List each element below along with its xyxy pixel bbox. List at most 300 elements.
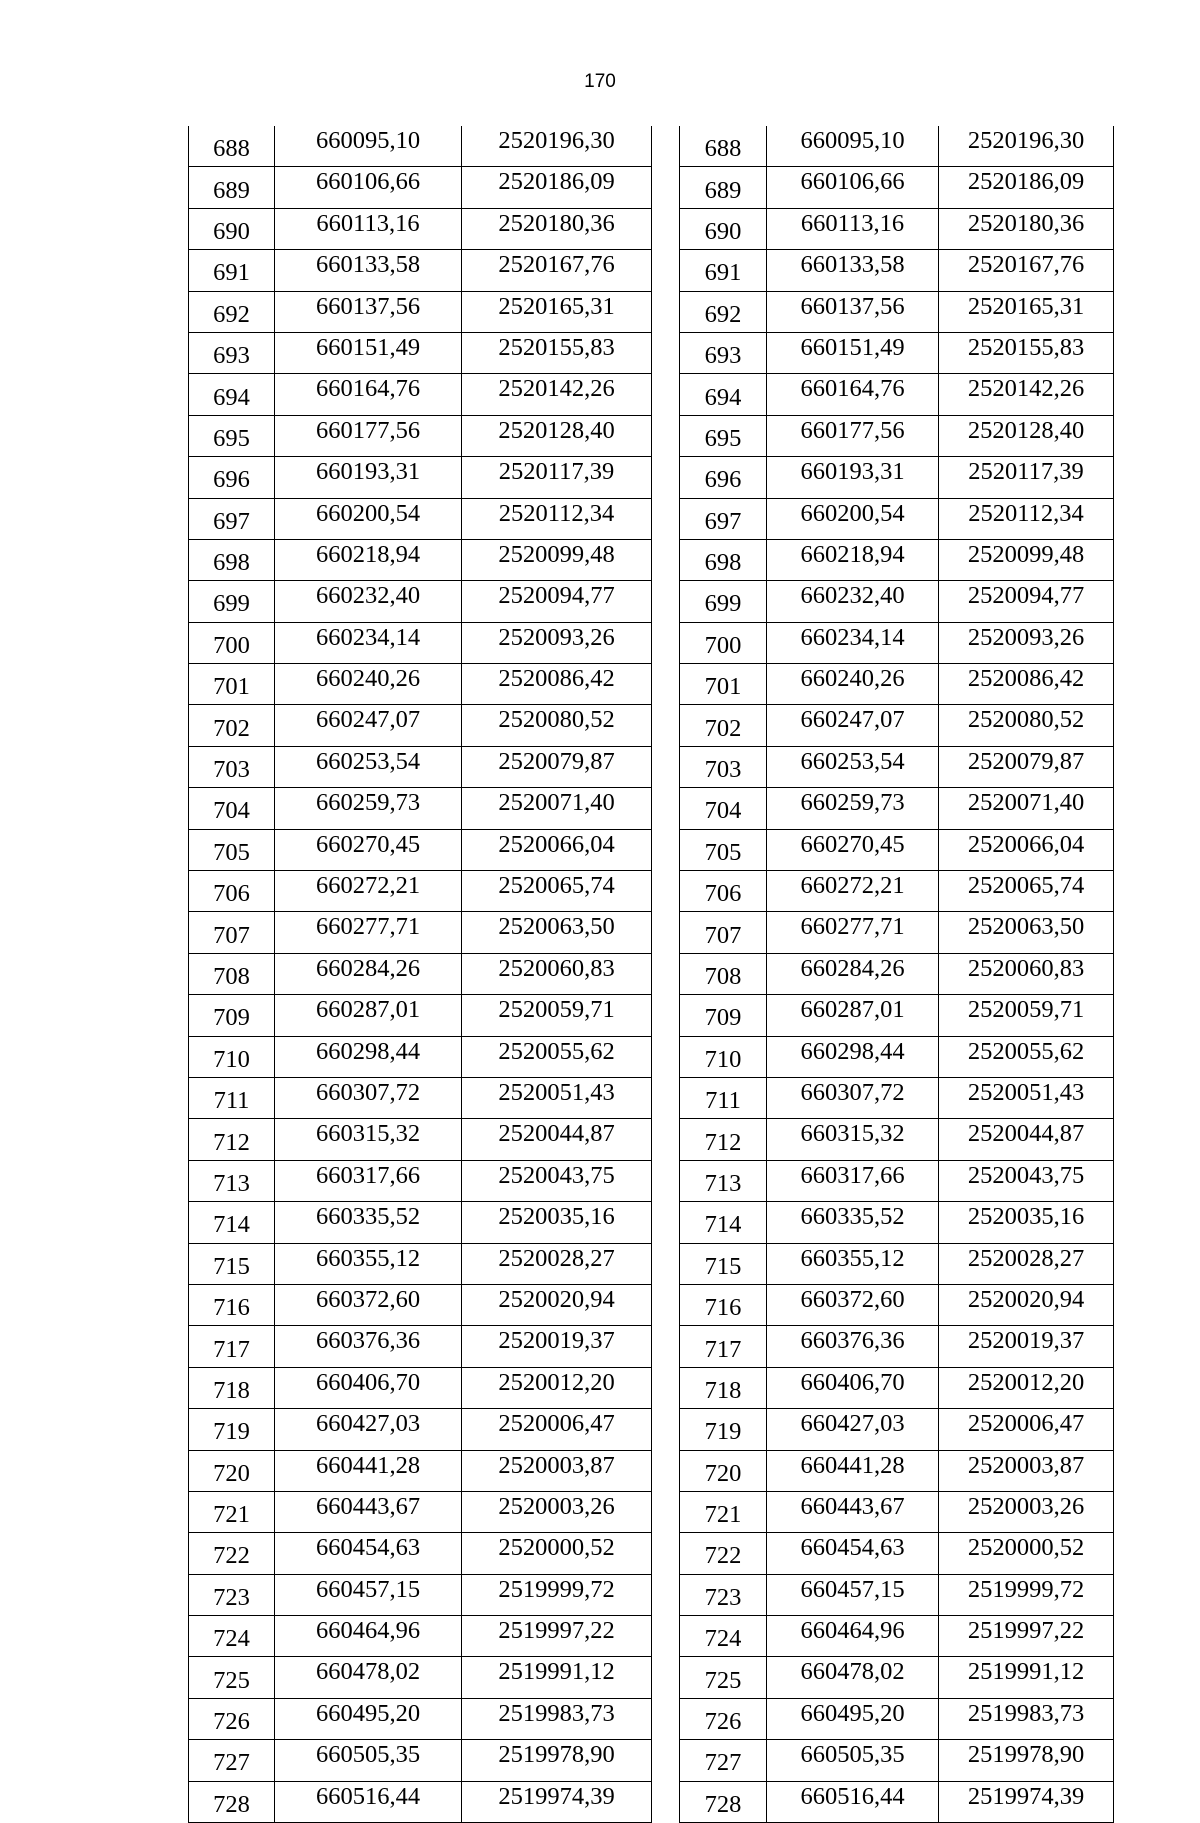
point-number-cell: 713 <box>189 1160 275 1201</box>
point-number-cell: 702 <box>680 705 767 746</box>
point-number-cell: 715 <box>680 1243 767 1284</box>
y-coordinate-cell: 2519978,90 <box>462 1740 652 1781</box>
point-number-cell: 716 <box>680 1284 767 1325</box>
table-row <box>680 250 1114 291</box>
point-number-cell: 690 <box>680 208 767 249</box>
point-number-cell: 704 <box>189 788 275 829</box>
table-row <box>189 167 652 208</box>
point-number-cell: 712 <box>680 1119 767 1160</box>
y-coordinate-cell: 2520060,83 <box>462 953 652 994</box>
x-coordinate-cell: 660443,67 <box>275 1491 462 1532</box>
table-row <box>680 1616 1114 1657</box>
point-number-cell: 697 <box>189 498 275 539</box>
y-coordinate-cell: 2520019,37 <box>939 1326 1114 1367</box>
point-number-cell: 726 <box>189 1698 275 1739</box>
point-number-cell: 690 <box>189 208 275 249</box>
table-row <box>189 622 652 663</box>
table-row <box>680 1409 1114 1450</box>
y-coordinate-cell: 2520059,71 <box>462 995 652 1036</box>
point-number-cell: 703 <box>189 746 275 787</box>
table-row <box>189 1616 652 1657</box>
point-number-cell: 696 <box>680 457 767 498</box>
table-row <box>680 581 1114 622</box>
y-coordinate-cell: 2520059,71 <box>939 995 1114 1036</box>
point-number-cell: 717 <box>680 1326 767 1367</box>
table-row <box>189 664 652 705</box>
table-row <box>680 291 1114 332</box>
table-row <box>189 332 652 373</box>
point-number-cell: 723 <box>189 1574 275 1615</box>
point-number-cell: 697 <box>680 498 767 539</box>
point-number-cell: 712 <box>189 1119 275 1160</box>
table-row <box>189 457 652 498</box>
point-number-cell: 688 <box>189 126 275 167</box>
x-coordinate-cell: 660317,66 <box>767 1160 939 1201</box>
table-row <box>680 415 1114 456</box>
table-row <box>189 1284 652 1325</box>
coordinate-table-left-body <box>189 126 652 1823</box>
x-coordinate-cell: 660372,60 <box>767 1284 939 1325</box>
table-row <box>680 1450 1114 1491</box>
point-number-cell: 709 <box>680 995 767 1036</box>
x-coordinate-cell: 660298,44 <box>275 1036 462 1077</box>
x-coordinate-cell: 660307,72 <box>767 1077 939 1118</box>
x-coordinate-cell: 660457,15 <box>275 1574 462 1615</box>
table-row <box>680 1202 1114 1243</box>
point-number-cell: 706 <box>189 871 275 912</box>
point-number-cell: 717 <box>189 1326 275 1367</box>
table-row <box>189 1367 652 1408</box>
table-row <box>680 788 1114 829</box>
y-coordinate-cell: 2520086,42 <box>462 664 652 705</box>
point-number-cell: 725 <box>189 1657 275 1698</box>
x-coordinate-cell: 660253,54 <box>767 746 939 787</box>
coordinate-table-right <box>679 126 1114 1823</box>
x-coordinate-cell: 660315,32 <box>275 1119 462 1160</box>
x-coordinate-cell: 660247,07 <box>767 705 939 746</box>
table-row <box>189 1450 652 1491</box>
point-number-cell: 708 <box>680 953 767 994</box>
x-coordinate-cell: 660272,21 <box>275 871 462 912</box>
point-number-cell: 714 <box>189 1202 275 1243</box>
point-number-cell: 724 <box>189 1616 275 1657</box>
y-coordinate-cell: 2520019,37 <box>462 1326 652 1367</box>
point-number-cell: 694 <box>189 374 275 415</box>
point-number-cell: 705 <box>189 829 275 870</box>
point-number-cell: 727 <box>189 1740 275 1781</box>
x-coordinate-cell: 660406,70 <box>767 1367 939 1408</box>
y-coordinate-cell: 2520142,26 <box>939 374 1114 415</box>
x-coordinate-cell: 660284,26 <box>275 953 462 994</box>
x-coordinate-cell: 660335,52 <box>767 1202 939 1243</box>
table-row <box>189 415 652 456</box>
y-coordinate-cell: 2520063,50 <box>939 912 1114 953</box>
table-row <box>189 1077 652 1118</box>
x-coordinate-cell: 660259,73 <box>767 788 939 829</box>
y-coordinate-cell: 2520044,87 <box>939 1119 1114 1160</box>
x-coordinate-cell: 660095,10 <box>767 126 939 167</box>
table-row <box>680 953 1114 994</box>
y-coordinate-cell: 2520065,74 <box>462 871 652 912</box>
table-row <box>189 1119 652 1160</box>
table-row <box>189 1409 652 1450</box>
x-coordinate-cell: 660505,35 <box>767 1740 939 1781</box>
table-row <box>680 167 1114 208</box>
table-row <box>189 788 652 829</box>
point-number-cell: 691 <box>680 250 767 291</box>
table-row <box>189 1160 652 1201</box>
page-number: 170 <box>584 71 616 92</box>
x-coordinate-cell: 660106,66 <box>767 167 939 208</box>
table-row <box>189 126 652 167</box>
table-row <box>680 498 1114 539</box>
point-number-cell: 707 <box>189 912 275 953</box>
x-coordinate-cell: 660355,12 <box>767 1243 939 1284</box>
x-coordinate-cell: 660193,31 <box>767 457 939 498</box>
x-coordinate-cell: 660495,20 <box>275 1698 462 1739</box>
point-number-cell: 711 <box>189 1077 275 1118</box>
point-number-cell: 701 <box>680 664 767 705</box>
x-coordinate-cell: 660427,03 <box>275 1409 462 1450</box>
x-coordinate-cell: 660277,71 <box>767 912 939 953</box>
y-coordinate-cell: 2520000,52 <box>939 1533 1114 1574</box>
y-coordinate-cell: 2520063,50 <box>462 912 652 953</box>
y-coordinate-cell: 2520003,87 <box>939 1450 1114 1491</box>
point-number-cell: 719 <box>680 1409 767 1450</box>
point-number-cell: 714 <box>680 1202 767 1243</box>
point-number-cell: 698 <box>680 539 767 580</box>
table-row <box>680 664 1114 705</box>
table-row <box>680 1036 1114 1077</box>
point-number-cell: 722 <box>189 1533 275 1574</box>
table-row <box>680 1243 1114 1284</box>
point-number-cell: 694 <box>680 374 767 415</box>
x-coordinate-cell: 660454,63 <box>275 1533 462 1574</box>
y-coordinate-cell: 2520006,47 <box>939 1409 1114 1450</box>
table-row <box>680 1740 1114 1781</box>
x-coordinate-cell: 660441,28 <box>275 1450 462 1491</box>
point-number-cell: 688 <box>680 126 767 167</box>
table-row <box>680 1077 1114 1118</box>
table-row <box>680 1160 1114 1201</box>
x-coordinate-cell: 660151,49 <box>275 332 462 373</box>
point-number-cell: 704 <box>680 788 767 829</box>
table-row <box>189 1036 652 1077</box>
point-number-cell: 716 <box>189 1284 275 1325</box>
point-number-cell: 706 <box>680 871 767 912</box>
table-row <box>680 1119 1114 1160</box>
point-number-cell: 692 <box>680 291 767 332</box>
point-number-cell: 710 <box>189 1036 275 1077</box>
y-coordinate-cell: 2519999,72 <box>462 1574 652 1615</box>
x-coordinate-cell: 660317,66 <box>275 1160 462 1201</box>
y-coordinate-cell: 2519974,39 <box>462 1781 652 1822</box>
point-number-cell: 691 <box>189 250 275 291</box>
x-coordinate-cell: 660106,66 <box>275 167 462 208</box>
x-coordinate-cell: 660464,96 <box>767 1616 939 1657</box>
x-coordinate-cell: 660200,54 <box>767 498 939 539</box>
table-row <box>189 1243 652 1284</box>
table-row <box>680 1284 1114 1325</box>
table-row <box>680 457 1114 498</box>
table-row <box>189 871 652 912</box>
y-coordinate-cell: 2519991,12 <box>939 1657 1114 1698</box>
point-number-cell: 693 <box>680 332 767 373</box>
point-number-cell: 701 <box>189 664 275 705</box>
y-coordinate-cell: 2520180,36 <box>939 208 1114 249</box>
y-coordinate-cell: 2519991,12 <box>462 1657 652 1698</box>
x-coordinate-cell: 660259,73 <box>275 788 462 829</box>
table-row <box>680 1367 1114 1408</box>
x-coordinate-cell: 660218,94 <box>275 539 462 580</box>
x-coordinate-cell: 660240,26 <box>275 664 462 705</box>
point-number-cell: 710 <box>680 1036 767 1077</box>
y-coordinate-cell: 2520003,26 <box>939 1491 1114 1532</box>
point-number-cell: 721 <box>189 1491 275 1532</box>
y-coordinate-cell: 2520186,09 <box>462 167 652 208</box>
point-number-cell: 693 <box>189 332 275 373</box>
table-row <box>680 1491 1114 1532</box>
y-coordinate-cell: 2520080,52 <box>462 705 652 746</box>
point-number-cell: 715 <box>189 1243 275 1284</box>
point-number-cell: 695 <box>189 415 275 456</box>
x-coordinate-cell: 660272,21 <box>767 871 939 912</box>
y-coordinate-cell: 2520071,40 <box>462 788 652 829</box>
x-coordinate-cell: 660505,35 <box>275 1740 462 1781</box>
y-coordinate-cell: 2520012,20 <box>462 1367 652 1408</box>
coordinate-table-left <box>188 126 652 1823</box>
table-row <box>189 1740 652 1781</box>
table-row <box>680 871 1114 912</box>
table-row <box>189 1202 652 1243</box>
y-coordinate-cell: 2520196,30 <box>939 126 1114 167</box>
x-coordinate-cell: 660516,44 <box>767 1781 939 1822</box>
point-number-cell: 711 <box>680 1077 767 1118</box>
table-row <box>680 208 1114 249</box>
y-coordinate-cell: 2520093,26 <box>462 622 652 663</box>
x-coordinate-cell: 660441,28 <box>767 1450 939 1491</box>
y-coordinate-cell: 2519978,90 <box>939 1740 1114 1781</box>
y-coordinate-cell: 2520165,31 <box>462 291 652 332</box>
table-row <box>680 746 1114 787</box>
point-number-cell: 707 <box>680 912 767 953</box>
x-coordinate-cell: 660277,71 <box>275 912 462 953</box>
y-coordinate-cell: 2520055,62 <box>462 1036 652 1077</box>
y-coordinate-cell: 2520000,52 <box>462 1533 652 1574</box>
y-coordinate-cell: 2520020,94 <box>462 1284 652 1325</box>
point-number-cell: 728 <box>680 1781 767 1822</box>
x-coordinate-cell: 660298,44 <box>767 1036 939 1077</box>
x-coordinate-cell: 660232,40 <box>767 581 939 622</box>
y-coordinate-cell: 2520180,36 <box>462 208 652 249</box>
table-row <box>189 912 652 953</box>
y-coordinate-cell: 2520012,20 <box>939 1367 1114 1408</box>
y-coordinate-cell: 2520020,94 <box>939 1284 1114 1325</box>
table-row <box>189 581 652 622</box>
y-coordinate-cell: 2520044,87 <box>462 1119 652 1160</box>
y-coordinate-cell: 2520003,26 <box>462 1491 652 1532</box>
x-coordinate-cell: 660177,56 <box>767 415 939 456</box>
y-coordinate-cell: 2520065,74 <box>939 871 1114 912</box>
table-row <box>680 332 1114 373</box>
y-coordinate-cell: 2520099,48 <box>939 539 1114 580</box>
table-row <box>680 1574 1114 1615</box>
table-row <box>680 1657 1114 1698</box>
point-number-cell: 695 <box>680 415 767 456</box>
x-coordinate-cell: 660164,76 <box>275 374 462 415</box>
table-row <box>189 539 652 580</box>
y-coordinate-cell: 2519999,72 <box>939 1574 1114 1615</box>
point-number-cell: 705 <box>680 829 767 870</box>
table-row <box>680 374 1114 415</box>
point-number-cell: 692 <box>189 291 275 332</box>
table-row <box>189 250 652 291</box>
x-coordinate-cell: 660287,01 <box>275 995 462 1036</box>
point-number-cell: 708 <box>189 953 275 994</box>
y-coordinate-cell: 2520066,04 <box>462 829 652 870</box>
table-row <box>189 705 652 746</box>
x-coordinate-cell: 660095,10 <box>275 126 462 167</box>
table-row <box>680 829 1114 870</box>
x-coordinate-cell: 660164,76 <box>767 374 939 415</box>
table-row <box>680 995 1114 1036</box>
x-coordinate-cell: 660270,45 <box>275 829 462 870</box>
table-row <box>680 1533 1114 1574</box>
y-coordinate-cell: 2519983,73 <box>939 1698 1114 1739</box>
x-coordinate-cell: 660113,16 <box>767 208 939 249</box>
x-coordinate-cell: 660253,54 <box>275 746 462 787</box>
y-coordinate-cell: 2520094,77 <box>939 581 1114 622</box>
y-coordinate-cell: 2520094,77 <box>462 581 652 622</box>
x-coordinate-cell: 660478,02 <box>767 1657 939 1698</box>
y-coordinate-cell: 2520060,83 <box>939 953 1114 994</box>
x-coordinate-cell: 660464,96 <box>275 1616 462 1657</box>
table-row <box>189 995 652 1036</box>
table-row <box>680 539 1114 580</box>
point-number-cell: 719 <box>189 1409 275 1450</box>
y-coordinate-cell: 2520142,26 <box>462 374 652 415</box>
point-number-cell: 700 <box>189 622 275 663</box>
x-coordinate-cell: 660218,94 <box>767 539 939 580</box>
table-row <box>680 126 1114 167</box>
x-coordinate-cell: 660177,56 <box>275 415 462 456</box>
x-coordinate-cell: 660137,56 <box>275 291 462 332</box>
table-row <box>189 498 652 539</box>
x-coordinate-cell: 660240,26 <box>767 664 939 705</box>
point-number-cell: 727 <box>680 1740 767 1781</box>
point-number-cell: 702 <box>189 705 275 746</box>
y-coordinate-cell: 2520071,40 <box>939 788 1114 829</box>
point-number-cell: 696 <box>189 457 275 498</box>
y-coordinate-cell: 2520055,62 <box>939 1036 1114 1077</box>
table-row <box>189 953 652 994</box>
table-row <box>189 291 652 332</box>
x-coordinate-cell: 660406,70 <box>275 1367 462 1408</box>
y-coordinate-cell: 2520186,09 <box>939 167 1114 208</box>
point-number-cell: 700 <box>680 622 767 663</box>
x-coordinate-cell: 660137,56 <box>767 291 939 332</box>
y-coordinate-cell: 2520117,39 <box>462 457 652 498</box>
table-row <box>680 1326 1114 1367</box>
x-coordinate-cell: 660457,15 <box>767 1574 939 1615</box>
table-row <box>189 1574 652 1615</box>
y-coordinate-cell: 2520051,43 <box>939 1077 1114 1118</box>
y-coordinate-cell: 2520112,34 <box>939 498 1114 539</box>
y-coordinate-cell: 2519997,22 <box>462 1616 652 1657</box>
x-coordinate-cell: 660133,58 <box>767 250 939 291</box>
x-coordinate-cell: 660478,02 <box>275 1657 462 1698</box>
table-row <box>189 1491 652 1532</box>
x-coordinate-cell: 660376,36 <box>767 1326 939 1367</box>
y-coordinate-cell: 2520128,40 <box>939 415 1114 456</box>
point-number-cell: 713 <box>680 1160 767 1201</box>
x-coordinate-cell: 660234,14 <box>275 622 462 663</box>
table-row <box>189 208 652 249</box>
y-coordinate-cell: 2520093,26 <box>939 622 1114 663</box>
table-row <box>189 1533 652 1574</box>
table-row <box>680 1698 1114 1739</box>
table-row <box>189 374 652 415</box>
x-coordinate-cell: 660247,07 <box>275 705 462 746</box>
point-number-cell: 718 <box>189 1367 275 1408</box>
y-coordinate-cell: 2520165,31 <box>939 291 1114 332</box>
x-coordinate-cell: 660133,58 <box>275 250 462 291</box>
y-coordinate-cell: 2520035,16 <box>939 1202 1114 1243</box>
y-coordinate-cell: 2520079,87 <box>939 746 1114 787</box>
x-coordinate-cell: 660200,54 <box>275 498 462 539</box>
x-coordinate-cell: 660193,31 <box>275 457 462 498</box>
y-coordinate-cell: 2520128,40 <box>462 415 652 456</box>
y-coordinate-cell: 2520117,39 <box>939 457 1114 498</box>
table-row <box>189 746 652 787</box>
y-coordinate-cell: 2520196,30 <box>462 126 652 167</box>
point-number-cell: 720 <box>680 1450 767 1491</box>
x-coordinate-cell: 660376,36 <box>275 1326 462 1367</box>
x-coordinate-cell: 660454,63 <box>767 1533 939 1574</box>
y-coordinate-cell: 2519997,22 <box>939 1616 1114 1657</box>
y-coordinate-cell: 2520028,27 <box>939 1243 1114 1284</box>
table-row <box>680 1781 1114 1822</box>
table-row <box>189 1781 652 1822</box>
point-number-cell: 699 <box>189 581 275 622</box>
point-number-cell: 722 <box>680 1533 767 1574</box>
x-coordinate-cell: 660495,20 <box>767 1698 939 1739</box>
x-coordinate-cell: 660287,01 <box>767 995 939 1036</box>
x-coordinate-cell: 660372,60 <box>275 1284 462 1325</box>
y-coordinate-cell: 2519974,39 <box>939 1781 1114 1822</box>
table-row <box>680 622 1114 663</box>
x-coordinate-cell: 660232,40 <box>275 581 462 622</box>
point-number-cell: 698 <box>189 539 275 580</box>
x-coordinate-cell: 660307,72 <box>275 1077 462 1118</box>
coordinate-table-right-body <box>680 126 1114 1823</box>
point-number-cell: 721 <box>680 1491 767 1532</box>
point-number-cell: 723 <box>680 1574 767 1615</box>
y-coordinate-cell: 2520006,47 <box>462 1409 652 1450</box>
point-number-cell: 699 <box>680 581 767 622</box>
table-row <box>680 912 1114 953</box>
y-coordinate-cell: 2520155,83 <box>939 332 1114 373</box>
x-coordinate-cell: 660151,49 <box>767 332 939 373</box>
y-coordinate-cell: 2520112,34 <box>462 498 652 539</box>
x-coordinate-cell: 660113,16 <box>275 208 462 249</box>
x-coordinate-cell: 660234,14 <box>767 622 939 663</box>
table-row <box>189 1698 652 1739</box>
x-coordinate-cell: 660335,52 <box>275 1202 462 1243</box>
point-number-cell: 726 <box>680 1698 767 1739</box>
point-number-cell: 724 <box>680 1616 767 1657</box>
point-number-cell: 720 <box>189 1450 275 1491</box>
